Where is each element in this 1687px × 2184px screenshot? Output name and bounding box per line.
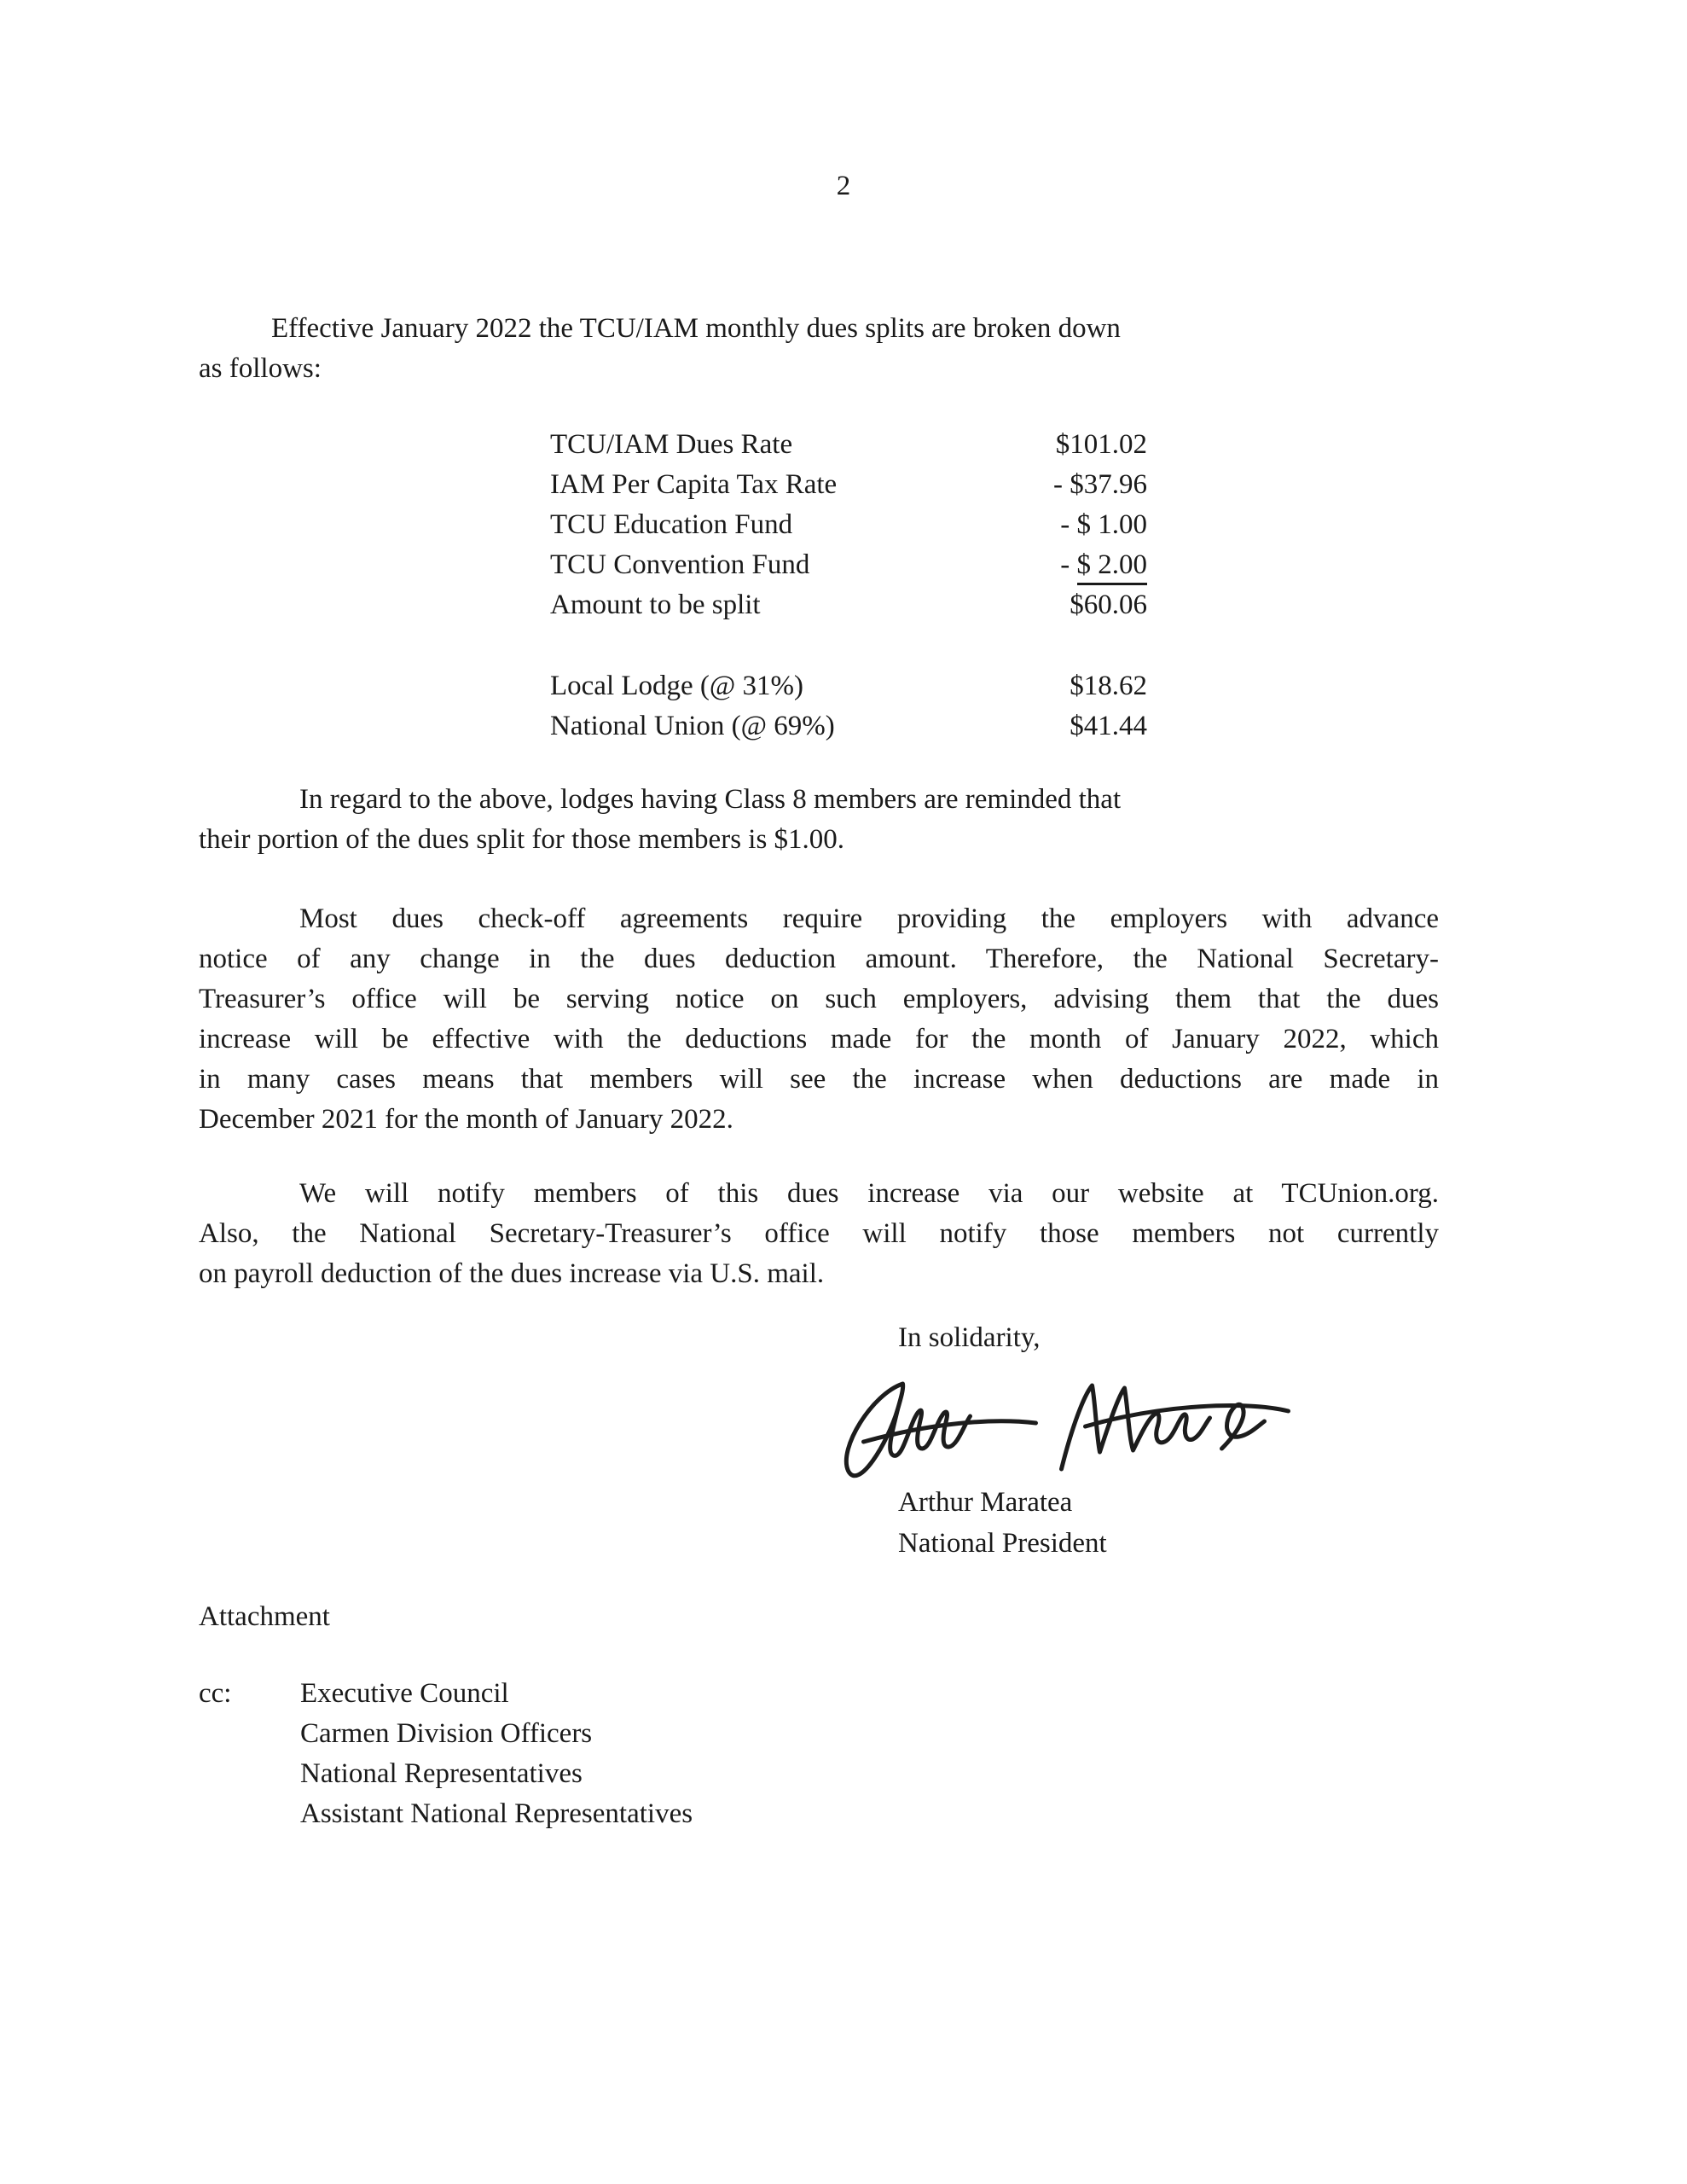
cc-block: [199, 1674, 693, 1834]
closing-salutation: In solidarity,: [898, 1322, 1041, 1353]
split-row: [550, 666, 1147, 706]
checkoff-paragraph: [199, 899, 1439, 1140]
dues-row-amount: $60.06: [1070, 590, 1147, 620]
dues-row: [550, 545, 1147, 585]
intro-paragraph: [199, 309, 1439, 389]
split-row-label: National Union (@ 69%): [550, 711, 835, 741]
cc-recipient: Executive Council: [300, 1678, 509, 1709]
cc-list: [300, 1674, 693, 1834]
minus-prefix: -: [1060, 509, 1077, 540]
paragraph-line: notice of any change in the dues deduction amount. Therefore, the National Secretary-: [199, 944, 1439, 974]
dues-row: [550, 585, 1147, 625]
split-row-amount: $41.44: [1070, 711, 1147, 741]
class8-paragraph: [199, 780, 1439, 860]
paragraph-line: December 2021 for the month of January 2022.: [199, 1104, 733, 1135]
dues-row-label: TCU Education Fund: [550, 509, 793, 540]
dues-row-label: IAM Per Capita Tax Rate: [550, 469, 838, 500]
paragraph-line: In regard to the above, lodges having Class 8 members are reminded that: [299, 784, 1122, 815]
minus-prefix: -: [1053, 469, 1070, 500]
cc-recipient: National Representatives: [300, 1758, 583, 1789]
cc-recipient: Carmen Division Officers: [300, 1718, 593, 1749]
paragraph-line: Treasurer’s office will be serving notice on such employers, advising them that the dues: [199, 984, 1439, 1014]
page-number: 2: [836, 171, 851, 201]
table-spacer: [550, 625, 1147, 666]
notify-paragraph: [199, 1174, 1439, 1294]
paragraph-line: Effective January 2022 the TCU/IAM monthly dues splits are broken down: [271, 313, 1121, 344]
paragraph-line: as follows:: [199, 353, 322, 384]
dues-table: [550, 425, 1147, 746]
dues-row-label: TCU Convention Fund: [550, 549, 810, 580]
dues-amount-value-underlined: $ 2.00: [1077, 548, 1148, 585]
paragraph-line: on payroll deduction of the dues increase via U.S. mail.: [199, 1258, 825, 1289]
attachment-note: Attachment: [199, 1601, 330, 1632]
dues-row: [550, 465, 1147, 505]
paragraph-line: Also, the National Secretary-Treasurer’s office will notify those members not currently: [199, 1218, 1439, 1249]
paragraph-line: We will notify members of this dues increase via our website at TCUnion.org.: [299, 1178, 1439, 1209]
cc-label: cc:: [199, 1678, 232, 1709]
cc-recipient: Assistant National Representatives: [300, 1798, 693, 1829]
dues-row-amount: $101.02: [1055, 429, 1147, 460]
dues-row: [550, 505, 1147, 545]
split-row: [550, 706, 1147, 746]
signer-name: Arthur Maratea: [898, 1487, 1073, 1518]
dues-row: [550, 425, 1147, 465]
split-row-amount: $18.62: [1070, 671, 1147, 701]
dues-amount-value: $37.96: [1070, 469, 1147, 500]
minus-prefix: -: [1060, 549, 1077, 580]
signature: [819, 1365, 1309, 1497]
dues-row-label: TCU/IAM Dues Rate: [550, 429, 793, 460]
split-row-label: Local Lodge (@ 31%): [550, 671, 804, 701]
signer-title: National President: [898, 1528, 1107, 1559]
dues-row-amount: [1060, 545, 1147, 585]
dues-row-amount: [1053, 465, 1147, 505]
paragraph-line: their portion of the dues split for those members is $1.00.: [199, 824, 845, 855]
dues-row-label: Amount to be split: [550, 590, 761, 620]
paragraph-line: in many cases means that members will see the increase when deductions are made in: [199, 1064, 1439, 1095]
paragraph-line: increase will be effective with the deductions made for the month of January 2022, which: [199, 1024, 1439, 1054]
dues-amount-value: $ 1.00: [1076, 509, 1147, 540]
dues-row-amount: [1060, 505, 1147, 545]
paragraph-line: Most dues check-off agreements require providing the employers with advance: [299, 903, 1439, 934]
